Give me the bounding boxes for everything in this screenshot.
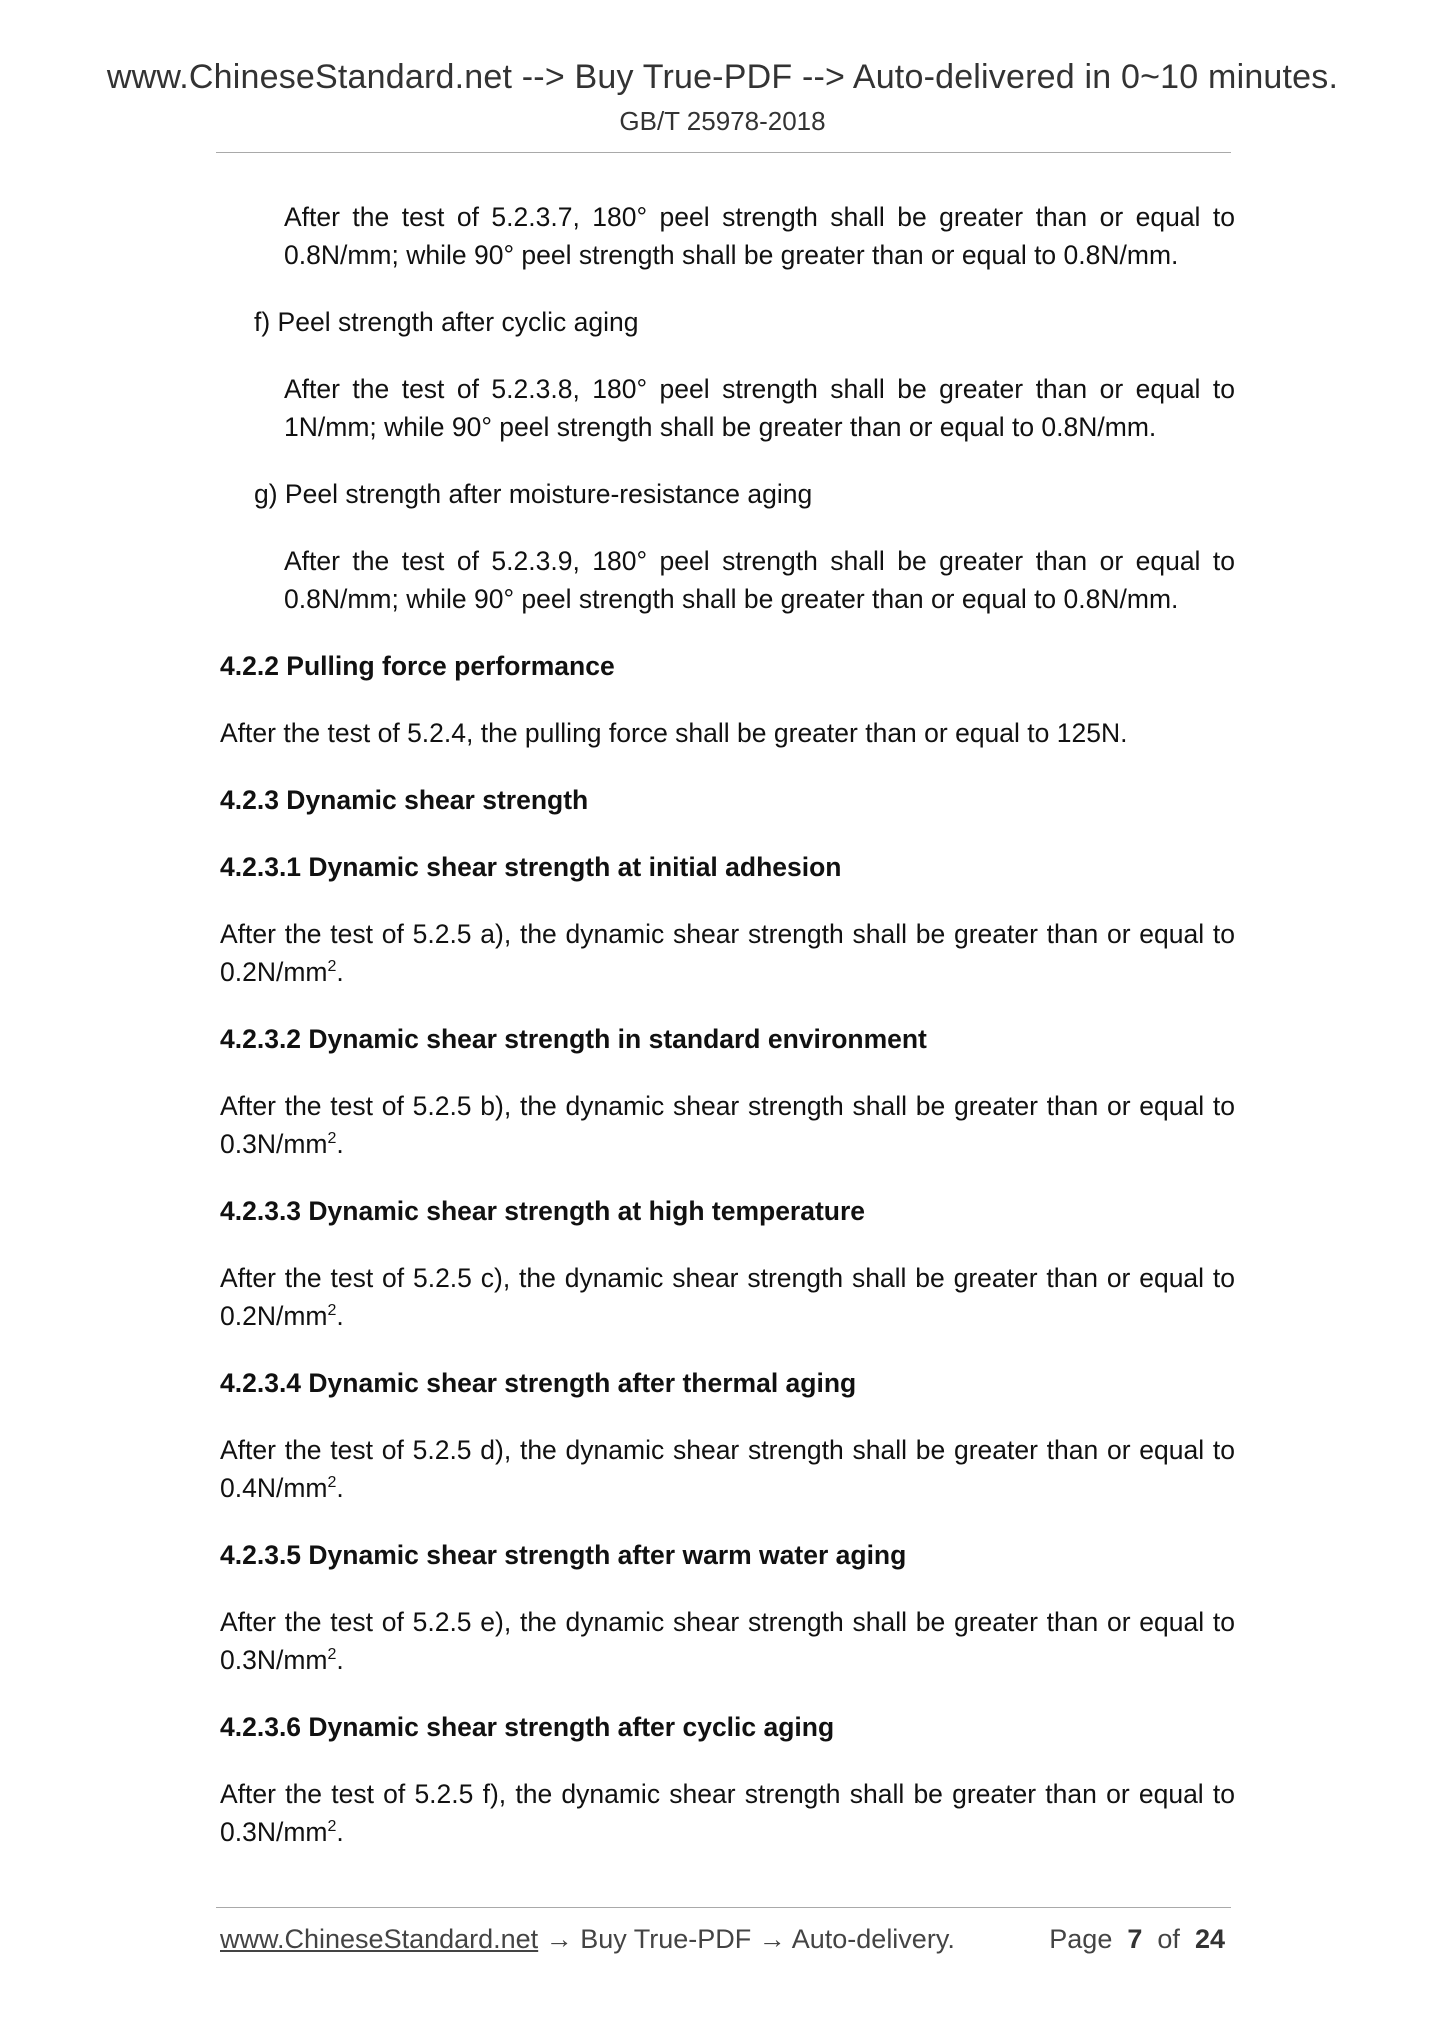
heading-4-2-3-2: 4.2.3.2 Dynamic shear strength in standard environment [220,1024,927,1054]
paragraph-peel-5238: After the test of 5.2.3.8, 180° peel strength shall be greater than or equal to 1N/mm; while 90° peel strength shall be greater than or equal to 0.8N/mm. [284,374,1235,442]
heading-4-2-3-3: 4.2.3.3 Dynamic shear strength at high temperature [220,1196,866,1226]
header-banner: www.ChineseStandard.net --> Buy True-PDF --> Auto-delivered in 0~10 minutes. [106,58,1339,96]
paragraph-4-2-3-1: After the test of 5.2.5 a), the dynamic shear strength shall be greater than or equal to $0.2N/mm^2$. [220,919,1235,987]
heading-4-2-2: 4.2.2 Pulling force performance [220,651,615,681]
list-item-g: g) Peel strength after moisture-resistance aging [254,479,813,509]
of-label: of [1157,1924,1180,1954]
page-footer [220,1924,1225,1955]
page-number: 7 [1127,1924,1143,1954]
standard-code: GB/T 25978-2018 [619,106,826,136]
footer-divider [216,1907,1231,1908]
total-pages: 24 [1194,1924,1225,1954]
heading-4-2-3-5: 4.2.3.5 Dynamic shear strength after warm water aging [220,1540,907,1570]
header-divider [216,152,1231,153]
paragraph-4-2-3-3: After the test of 5.2.5 c), the dynamic shear strength shall be greater than or equal to $0.2N/mm^2$. [220,1263,1235,1331]
footer-site-link[interactable]: www.ChineseStandard.net [220,1924,539,1954]
paragraph-peel-5237: After the test of 5.2.3.7, 180° peel strength shall be greater than or equal to 0.8N/mm; while 90° peel strength shall be greater than or equal to 0.8N/mm. [284,202,1235,270]
paragraph-4-2-3-2: After the test of 5.2.5 b), the dynamic shear strength shall be greater than or equal to $0.3N/mm^2$. [220,1091,1235,1159]
paragraph-4-2-3-6: After the test of 5.2.5 f), the dynamic shear strength shall be greater than or equal to $0.3N/mm^2$. [220,1779,1235,1847]
paragraph-peel-5239: After the test of 5.2.3.9, 180° peel strength shall be greater than or equal to 0.8N/mm; while 90° peel strength shall be greater than or equal to 0.8N/mm. [284,546,1235,614]
paragraph-pulling-force: After the test of 5.2.4, the pulling force shall be greater than or equal to 125N. [220,718,1128,748]
heading-4-2-3-4: 4.2.3.4 Dynamic shear strength after thermal aging [220,1368,857,1398]
heading-4-2-3-1: 4.2.3.1 Dynamic shear strength at initial adhesion [220,852,842,882]
list-item-f: f) Peel strength after cyclic aging [254,307,639,337]
paragraph-4-2-3-5: After the test of 5.2.5 e), the dynamic shear strength shall be greater than or equal to $0.3N/mm^2$. [220,1607,1235,1675]
heading-4-2-3-6: 4.2.3.6 Dynamic shear strength after cyclic aging [220,1712,835,1742]
footer-tagline: → Buy True-PDF → Auto-delivery. [538,1924,955,1954]
document-body [220,198,1235,1880]
page-counter [1049,1924,1225,1955]
heading-4-2-3: 4.2.3 Dynamic shear strength [220,785,589,815]
page-label: Page [1049,1924,1113,1954]
paragraph-4-2-3-4: After the test of 5.2.5 d), the dynamic shear strength shall be greater than or equal to $0.4N/mm^2$. [220,1435,1235,1503]
